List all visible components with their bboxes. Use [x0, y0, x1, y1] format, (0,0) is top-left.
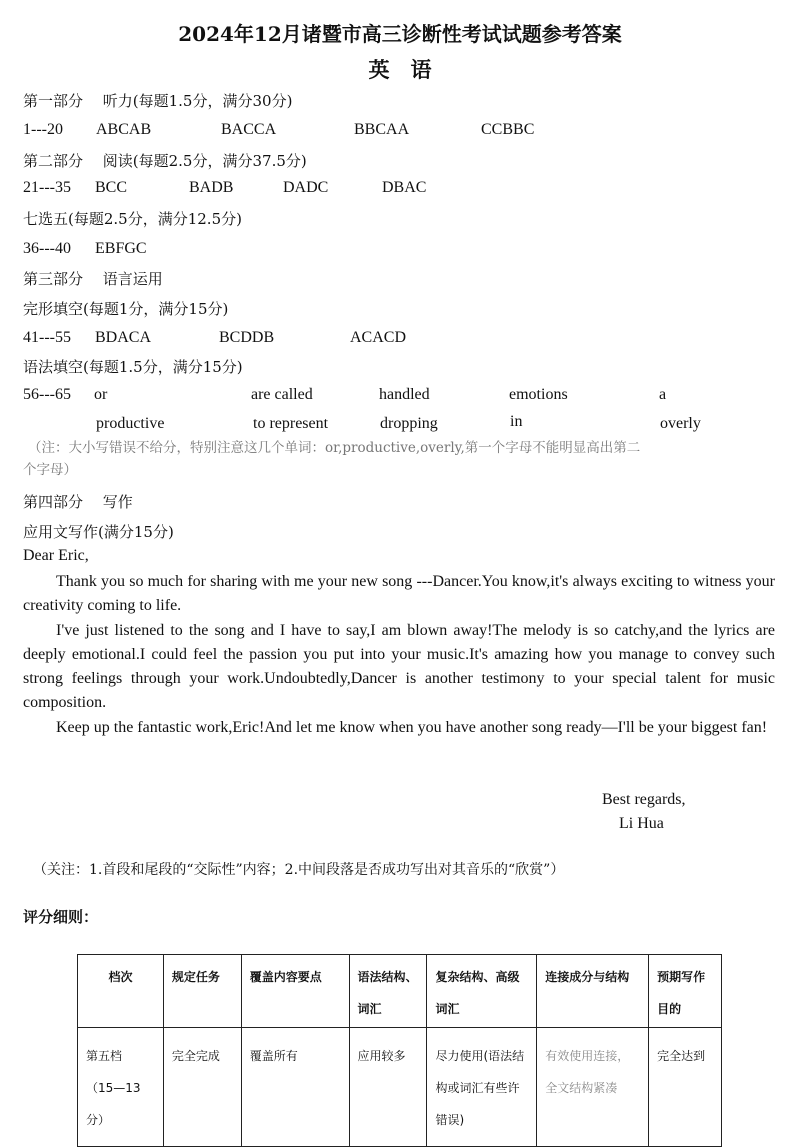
writing-focus-note: （关注：1.首段和尾段的“交际性”内容；2.中间段落是否成功写出对其音乐的“欣赏”）	[33, 862, 565, 878]
grammar-answer: productive	[96, 415, 165, 432]
rubric-table	[77, 954, 722, 1147]
seven-choose-five-answer: EBFGC	[95, 240, 147, 257]
part2-answer-group: DBAC	[382, 179, 427, 196]
part2-answer-group: DADC	[283, 179, 329, 196]
part1-answer-group: BBCAA	[354, 121, 410, 138]
letter-salutation: Dear Eric,	[23, 547, 89, 564]
grammar-note-line2: 个字母）	[23, 462, 77, 478]
seven-choose-five-heading: 七选五(每题2.5分，满分12.5分)	[23, 210, 242, 228]
practical-writing-heading: 应用文写作(满分15分)	[23, 523, 174, 541]
grammar-note-line1: （注：大小写错误不给分，特别注意这几个单词：or,productive,overly,第一个字母不能明显高出第二	[28, 440, 641, 456]
part2-range: 21---35	[23, 179, 71, 196]
cloze-heading: 完形填空(每题1分，满分15分)	[23, 300, 229, 318]
rubric-header-cell: 复杂结构、高级词汇	[427, 955, 537, 1028]
rubric-row	[78, 1028, 722, 1147]
grammar-fill-range: 56---65	[23, 386, 71, 403]
grammar-fill-heading: 语法填空(每题1.5分，满分15分)	[23, 358, 243, 376]
rubric-level-cell	[78, 1028, 164, 1147]
letter-paragraph: Thank you so much for sharing with me your new song ---Dancer.You know,it's always exciting to witness your creativity coming to life.	[23, 573, 775, 614]
grammar-answer: or	[94, 386, 108, 403]
part2-heading: 第二部分 阅读(每题2.5分，满分37.5分)	[23, 152, 307, 170]
part2-answer-group: BCC	[95, 179, 128, 196]
letter-paragraph: Keep up the fantastic work,Eric!And let me know when you have another song ready—I'll be your biggest fan!	[56, 719, 768, 736]
document-title: 2024年12月诸暨市高三诊断性考试试题参考答案	[178, 22, 622, 46]
cloze-answer-group: ACACD	[350, 329, 407, 346]
rubric-header-cell: 连接成分与结构	[537, 955, 649, 1028]
seven-choose-five-range: 36---40	[23, 240, 71, 257]
rubric-header-cell: 预期写作目的	[649, 955, 722, 1028]
rubric-level: 第五档	[86, 1049, 123, 1063]
rubric-header-cell: 覆盖内容要点	[241, 955, 349, 1028]
grammar-answer: a	[659, 386, 667, 403]
rubric-complex-cell: 尽力使用(语法结构或词汇有些许错误)	[427, 1028, 537, 1147]
part1-answer-group: BACCA	[221, 121, 277, 138]
cloze-answer-group: BDACA	[95, 329, 152, 346]
part4-heading: 第四部分 写作	[23, 493, 133, 511]
grammar-answer: overly	[660, 415, 701, 432]
part3-heading: 第三部分 语言运用	[23, 270, 163, 288]
grammar-answer: dropping	[380, 415, 438, 432]
cloze-answer-group: BCDDB	[219, 329, 275, 346]
grammar-answer: handled	[379, 386, 430, 403]
rubric-coverage-cell: 覆盖所有	[241, 1028, 349, 1147]
rubric-header-row	[78, 955, 722, 1028]
rubric-header-cell: 档次	[78, 955, 164, 1028]
rubric-level-score: （15—13分）	[86, 1081, 141, 1127]
rubric-header-cell: 规定任务	[163, 955, 241, 1028]
rubric-connect-cell: 有效使用连接，全文结构紧凑	[537, 1028, 649, 1147]
part1-range: 1---20	[23, 121, 63, 138]
part1-answer-group: ABCAB	[96, 121, 152, 138]
cloze-range: 41---55	[23, 329, 71, 346]
grammar-answer: are called	[251, 386, 313, 403]
rubric-purpose-cell: 完全达到	[649, 1028, 722, 1147]
rubric-heading: 评分细则：	[23, 908, 99, 926]
rubric-grammar-cell: 应用较多	[349, 1028, 427, 1147]
grammar-answer: in	[510, 413, 523, 430]
subject-title: 英 语	[368, 57, 432, 82]
part1-heading: 第一部分 听力(每题1.5分，满分30分)	[23, 92, 293, 110]
letter-signature: Li Hua	[619, 815, 664, 832]
letter-closing: Best regards,	[602, 791, 686, 808]
part2-answer-group: BADB	[189, 179, 234, 196]
rubric-header-cell: 语法结构、词汇	[349, 955, 427, 1028]
grammar-answer: to represent	[253, 415, 329, 432]
part1-answer-group: CCBBC	[481, 121, 535, 138]
rubric-task-cell: 完全完成	[163, 1028, 241, 1147]
grammar-answer: emotions	[509, 386, 568, 403]
letter-paragraph: I've just listened to the song and I have to say,I am blown away!The melody is so catchy,and the lyrics are deeply emotional.I could feel the passion you put into your music.It's amazing how you manage to convey such strong feelings through your work.Undoubtedly,Dancer is another testimony to your special talent for music composition.	[23, 622, 775, 711]
